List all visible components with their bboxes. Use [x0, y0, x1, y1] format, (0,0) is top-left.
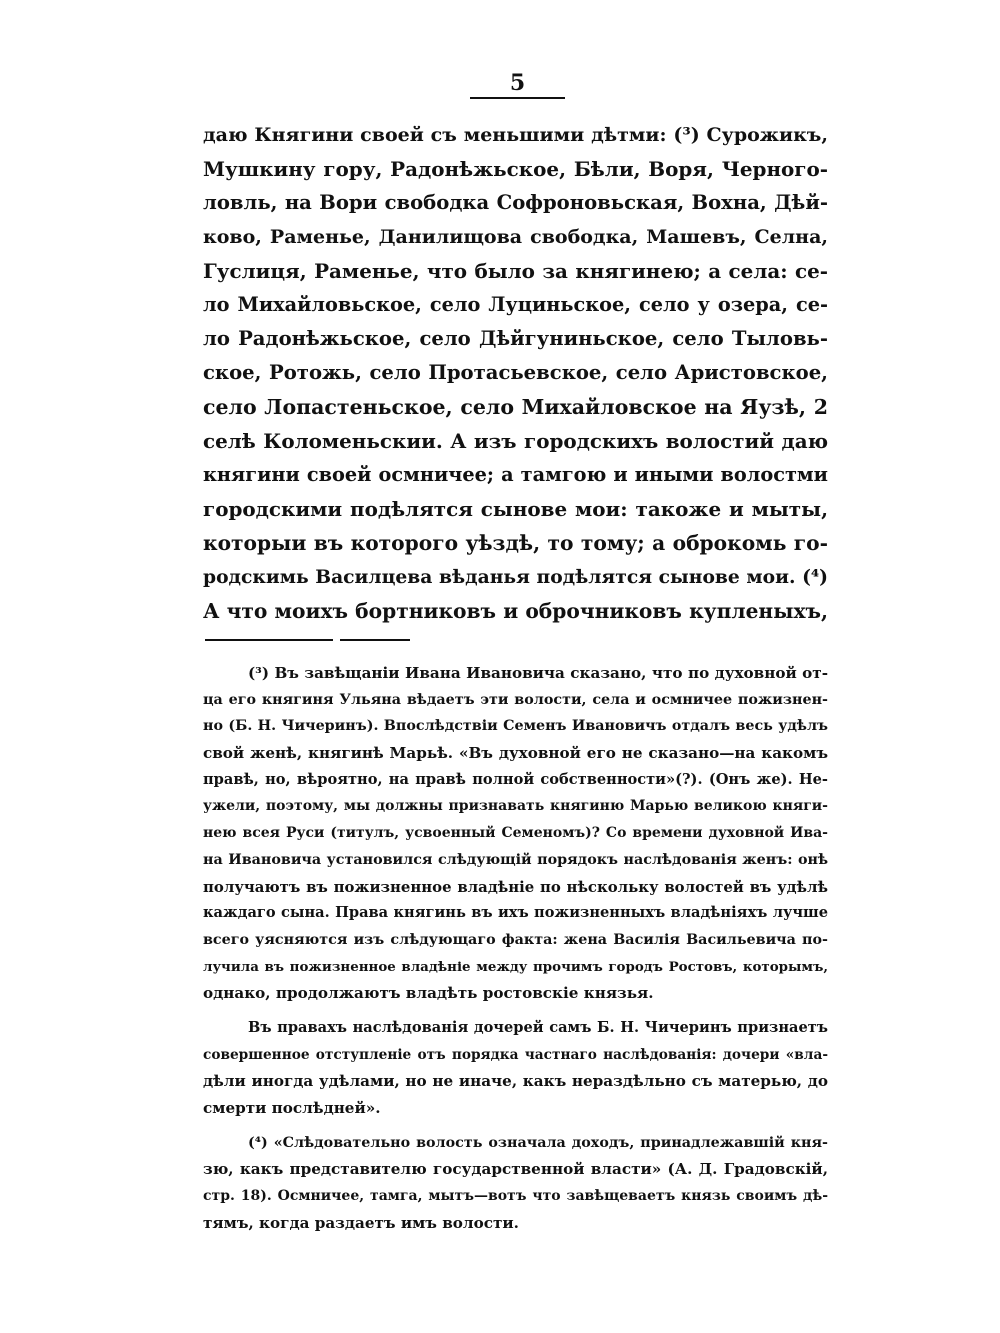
footnote-separator: [340, 639, 410, 641]
footnote-line: стр. 18). Осмничее, тамга, мытъ—вотъ что завѣщеваетъ князь своимъ дѣ-: [203, 1188, 828, 1205]
footnote-line: каждаго сына. Права княгинь въ ихъ пожизненныхъ владѣніяхъ лучше: [203, 904, 828, 922]
page-number-rule: [470, 97, 565, 99]
main-text-line: ловль, на Вори свободка Софроновьская, Вохна, Дѣй-: [203, 191, 828, 214]
footnote-line: зю, какъ представителю государственной власти» (А. Д. Градовскій,: [203, 1160, 828, 1179]
main-text-line: княгини своей осмничее; а тамгою и иными волостми: [203, 463, 828, 486]
footnote-line: получаютъ въ пожизненное владѣніе по нѣскольку волостей въ удѣлѣ: [203, 877, 828, 896]
main-text-line: ково, Раменье, Данилищова свободка, Машевъ, Селна,: [203, 226, 828, 248]
footnote-3: [203, 660, 828, 1007]
footnote-line: правѣ, но, вѣроятно, на правѣ полной собственности»(?). (Онъ же). Не-: [203, 770, 828, 788]
footnote-line: всего уясняются изъ слѣдующаго факта: жена Василія Васильевича по-: [203, 931, 828, 948]
footnote-line: на Ивановича установился слѣдующій порядокъ наслѣдованія женъ: онѣ: [203, 851, 828, 868]
main-text-line: городскими подѣлятся сынове мои: такоже и мыты,: [203, 497, 828, 521]
main-text-line: ло Михайловьское, село Луциньское, село у озера, се-: [203, 293, 828, 316]
footnote-line: (⁴) «Слѣдовательно волость означала доходъ, принадлежавшій кня-: [248, 1134, 828, 1151]
footnote-gap: [203, 1007, 828, 1015]
footnotes: [203, 660, 828, 1236]
footnote-4: [203, 1130, 828, 1237]
footnote-separator: [205, 639, 333, 641]
footnote-line: лучила въ пожизненное владѣніе между прочимъ городъ Ростовъ, которымъ,: [203, 958, 828, 975]
footnote-line: однако, продолжаютъ владѣть ростовскіе князья.: [203, 984, 654, 1003]
footnote-line: ужели, поэтому, мы должны признавать княгиню Марью великою княги-: [203, 798, 828, 815]
main-text-line: ское, Ротожь, село Протасьевское, село Аристовское,: [203, 361, 828, 384]
footnote-3-continuation: [203, 1015, 828, 1122]
main-text-line: которыи въ которого уѣздѣ, то тому; а оброкомь го-: [203, 531, 828, 555]
main-text: [203, 118, 828, 628]
footnote-line: нею всея Руси (титулъ, усвоенный Семеномъ)? Со времени духовной Ива-: [203, 825, 828, 842]
footnote-line: ца его княгиня Ульяна вѣдаетъ эти волости, села и осмничее пожизнен-: [203, 691, 828, 708]
footnote-line: но (Б. Н. Чичеринъ). Впослѣдствіи Семенъ Ивановичъ отдалъ весь удѣлъ: [203, 718, 828, 735]
footnote-line: совершенное отступленіе отъ порядка частнаго наслѣдованія: дочери «вла-: [203, 1046, 828, 1063]
footnote-line: (³) Въ завѣщаніи Ивана Ивановича сказано, что по духовной от-: [248, 664, 828, 682]
main-text-line: село Лопастеньское, село Михайловское на Яузѣ, 2: [203, 395, 828, 419]
main-text-line: даю Княгини своей съ меньшими дѣтми: (³) Сурожикъ,: [203, 124, 828, 146]
main-text-line: родскимь Василцева вѣданья подѣлятся сынове мои. (⁴): [203, 566, 828, 588]
main-text-line: Мушкину гору, Радонѣжьское, Бѣли, Воря, Черного-: [203, 157, 828, 181]
main-text-line: Гуслиця, Раменье, что было за княгинею; а села: се-: [203, 259, 828, 283]
footnote-gap: [203, 1122, 828, 1130]
footnote-line: тямъ, когда раздаетъ имъ волости.: [203, 1213, 519, 1232]
main-text-line: селѣ Коломеньскии. А изъ городскихъ волостий даю: [203, 429, 828, 453]
footnote-line: смерти послѣдней».: [203, 1099, 381, 1117]
main-text-line: А что моихъ бортниковъ и оброчниковъ купленыхъ,: [203, 599, 828, 623]
main-text-line: ло Радонѣжьское, село Дѣйгуниньское, село Тыловь-: [203, 327, 828, 350]
footnote-line: дѣли иногда удѣлами, но не иначе, какъ нераздѣльно съ матерью, до: [203, 1072, 828, 1091]
page-number: 5: [509, 70, 526, 96]
footnote-line: свой женѣ, княгинѣ Марьѣ. «Въ духовной его не сказано—на какомъ: [203, 744, 828, 763]
footnote-line: Въ правахъ наслѣдованія дочерей самъ Б. Н. Чичеринъ признаетъ: [248, 1018, 828, 1036]
